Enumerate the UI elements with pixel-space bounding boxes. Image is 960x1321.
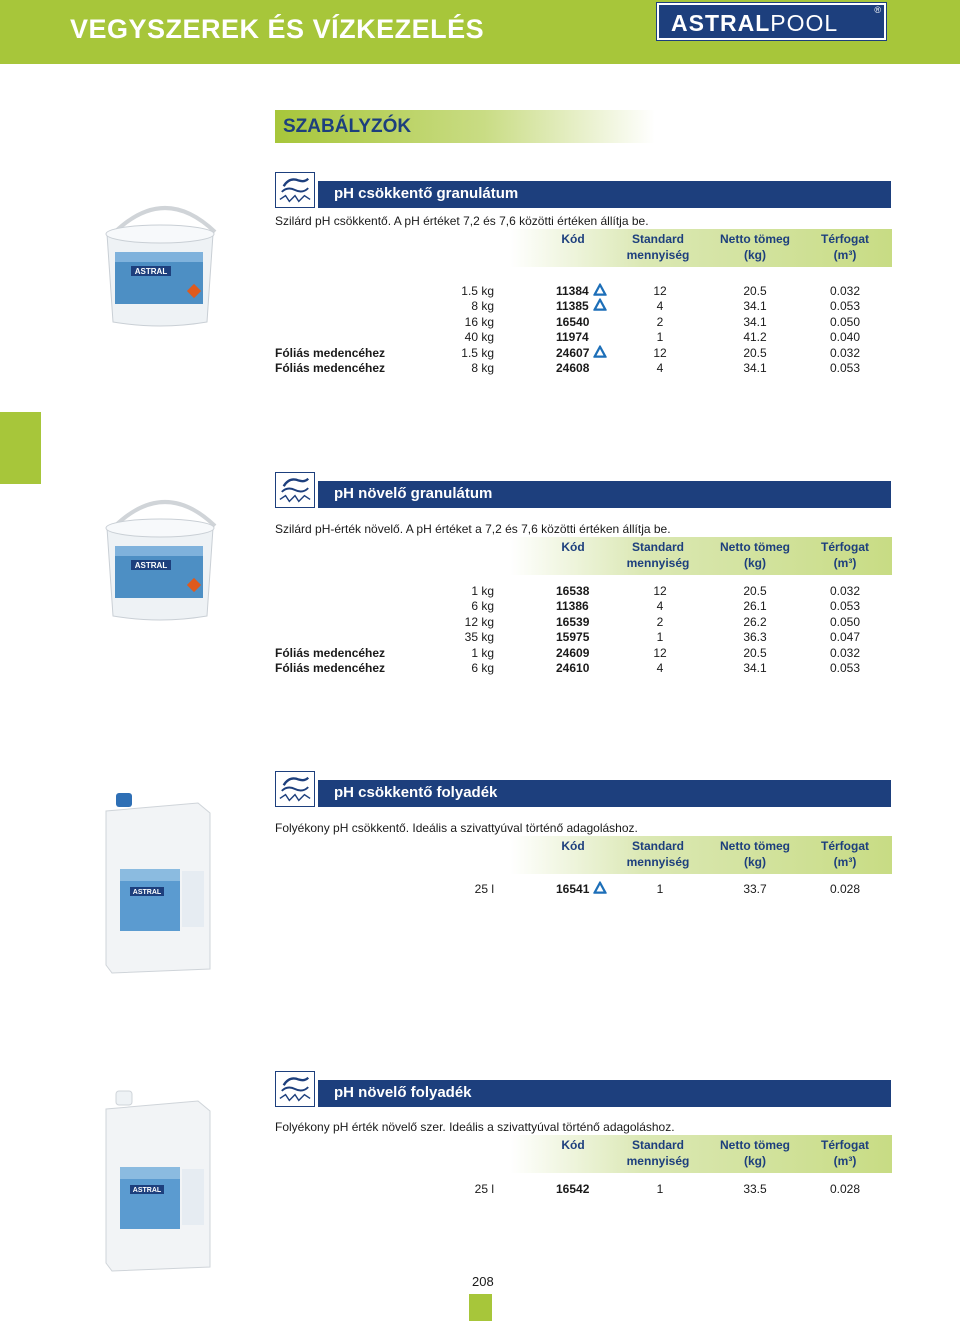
row-net-weight: 20.5 [743, 645, 767, 660]
table-row [0, 284, 960, 299]
col-std-line1: Standard [631, 1138, 684, 1152]
product-title-bar [318, 780, 891, 807]
col-net [710, 838, 800, 870]
table-header [510, 836, 892, 874]
col-vol-line2: (m³) [833, 556, 857, 570]
product-title: pH növelő folyadék [334, 1084, 472, 1101]
hazard-icon [593, 881, 607, 898]
col-code: Kód [561, 839, 585, 853]
col-std [620, 539, 696, 571]
col-vol-line2: (m³) [833, 855, 857, 869]
row-code: 24608 [556, 361, 590, 375]
row-label: Fóliás medencéhez [275, 345, 386, 360]
row-net-weight: 41.2 [743, 330, 767, 345]
row-net-weight: 34.1 [743, 661, 767, 675]
col-net-line2: (kg) [744, 248, 766, 262]
row-size: 1.5 kg [461, 284, 494, 298]
row-code: 11384 [556, 284, 589, 298]
col-std [620, 1137, 696, 1169]
col-net [710, 231, 800, 263]
row-standard-qty: 12 [653, 584, 667, 598]
row-size: 8 kg [471, 299, 494, 314]
table-row [0, 299, 960, 314]
row-standard-qty: 2 [656, 614, 664, 629]
row-size: 12 kg [464, 614, 494, 629]
row-volume: 0.032 [829, 345, 861, 360]
col-net [710, 1137, 800, 1169]
table-row [0, 346, 960, 361]
row-standard-qty: 1 [656, 630, 664, 645]
row-volume: 0.028 [829, 1182, 861, 1196]
table-row [0, 646, 960, 661]
product-description: Folyékony pH csökkentő. Ideális a szivattyúval történő adagoláshoz. [275, 821, 638, 835]
row-net-weight: 34.1 [743, 299, 767, 314]
page-number: 208 [472, 1274, 494, 1289]
col-vol-line1: Térfogat [821, 1138, 869, 1152]
astralpool-logo [657, 3, 886, 40]
canister-brand-label: ASTRAL [132, 1187, 162, 1194]
table-row [0, 630, 960, 645]
row-standard-qty: 12 [653, 645, 667, 660]
col-std [620, 231, 696, 263]
row-code: 24609 [556, 645, 590, 660]
row-volume: 0.050 [829, 614, 861, 629]
registered-mark: ® [874, 5, 881, 15]
product-title: pH csökkentő folyadék [334, 784, 498, 801]
col-net-line1: Netto tömeg [720, 839, 790, 853]
table-row [0, 615, 960, 630]
row-code: 16540 [556, 314, 590, 329]
col-net-line2: (kg) [744, 1154, 766, 1168]
product-title-bar [318, 481, 891, 508]
page-header [0, 0, 960, 64]
pool-water-icon [275, 172, 315, 208]
col-vol-line1: Térfogat [821, 232, 869, 246]
hazard-icon [593, 298, 607, 315]
row-net-weight: 26.1 [743, 599, 767, 614]
col-std-line1: Standard [631, 540, 684, 554]
canister-brand-label: ASTRAL [132, 889, 162, 896]
col-code: Kód [561, 1138, 585, 1152]
row-standard-qty: 4 [656, 599, 664, 614]
row-code: 16542 [556, 1182, 590, 1196]
section-title: SZABÁLYZÓK [283, 116, 412, 137]
row-label: Fóliás medencéhez [275, 661, 386, 675]
col-net [710, 539, 800, 571]
row-volume: 0.032 [829, 645, 861, 660]
row-standard-qty: 12 [653, 345, 667, 360]
col-vol [808, 838, 882, 870]
table-row [0, 330, 960, 345]
col-vol-line2: (m³) [833, 1154, 857, 1168]
bucket-brand-label: ASTRAL [134, 561, 168, 570]
col-net-line1: Netto tömeg [720, 540, 790, 554]
row-volume: 0.053 [829, 361, 861, 375]
row-volume: 0.028 [829, 882, 861, 896]
table-row [0, 882, 960, 897]
row-code: 16541 [556, 882, 590, 896]
table-row [0, 661, 960, 676]
col-vol [808, 1137, 882, 1169]
hazard-icon [593, 345, 607, 362]
row-size: 6 kg [471, 599, 494, 614]
row-code: 24610 [556, 661, 590, 675]
col-std-line1: Standard [631, 232, 684, 246]
brand-bold: ASTRAL [671, 10, 771, 36]
row-code: 16539 [556, 614, 590, 629]
row-code: 15975 [556, 630, 590, 645]
col-std-line1: Standard [631, 839, 684, 853]
row-code: 11974 [556, 330, 589, 345]
row-volume: 0.053 [829, 661, 861, 675]
row-code: 11385 [556, 299, 589, 314]
row-volume: 0.040 [829, 330, 861, 345]
product-title: pH csökkentő granulátum [334, 185, 519, 202]
col-net-line1: Netto tömeg [720, 1138, 790, 1152]
side-tab [0, 412, 41, 484]
col-net-line2: (kg) [744, 855, 766, 869]
col-vol-line1: Térfogat [821, 540, 869, 554]
col-vol-line1: Térfogat [821, 839, 869, 853]
col-std [620, 838, 696, 870]
row-standard-qty: 4 [656, 299, 664, 314]
pool-water-icon [275, 472, 315, 508]
row-size: 25 l [474, 1182, 494, 1196]
table-row [0, 1182, 960, 1197]
product-title-bar [318, 1080, 891, 1107]
chapter-title: VEGYSZEREK ÉS VÍZKEZELÉS [70, 14, 485, 44]
row-net-weight: 20.5 [743, 284, 767, 298]
row-volume: 0.032 [829, 284, 861, 298]
row-standard-qty: 4 [656, 361, 664, 375]
col-vol [808, 539, 882, 571]
row-volume: 0.053 [829, 299, 861, 314]
row-size: 16 kg [464, 314, 494, 329]
row-net-weight: 33.5 [743, 1182, 767, 1196]
row-net-weight: 33.7 [743, 882, 767, 896]
col-vol [808, 231, 882, 263]
row-net-weight: 20.5 [743, 584, 767, 598]
row-size: 8 kg [471, 361, 494, 375]
product-title-bar [318, 181, 891, 208]
row-size: 6 kg [471, 661, 494, 675]
bucket-brand-label: ASTRAL [134, 267, 168, 276]
row-size: 40 kg [464, 330, 494, 345]
table-row [0, 315, 960, 330]
row-label: Fóliás medencéhez [275, 645, 386, 660]
row-volume: 0.053 [829, 599, 861, 614]
row-volume: 0.032 [829, 584, 861, 598]
row-standard-qty: 12 [653, 284, 667, 298]
col-code: Kód [561, 232, 585, 246]
row-net-weight: 20.5 [743, 345, 767, 360]
col-std-line2: mennyiség [626, 556, 690, 570]
col-std-line2: mennyiség [626, 855, 690, 869]
table-row [0, 361, 960, 376]
row-code: 24607 [556, 345, 590, 360]
row-size: 25 l [474, 882, 494, 896]
table-header [510, 1135, 892, 1173]
table-row [0, 599, 960, 614]
product-title: pH növelő granulátum [334, 485, 493, 502]
col-net-line1: Netto tömeg [720, 232, 790, 246]
product-description: Szilárd pH-érték növelő. A pH értéket a 7,2 és 7,6 közötti értéken állítja be. [275, 522, 671, 536]
col-vol-line2: (m³) [833, 248, 857, 262]
row-label: Fóliás medencéhez [275, 361, 386, 375]
row-standard-qty: 2 [656, 314, 664, 329]
product-description: Szilárd pH csökkentő. A pH értéket 7,2 és 7,6 közötti értéken állítja be. [275, 214, 649, 228]
row-net-weight: 34.1 [743, 314, 767, 329]
col-std-line2: mennyiség [626, 1154, 690, 1168]
row-volume: 0.047 [829, 630, 861, 645]
product-description: Folyékony pH érték növelő szer. Ideális a szivattyúval történő adagoláshoz. [275, 1120, 675, 1134]
pool-water-icon [275, 771, 315, 807]
brand-light: POOL [770, 10, 839, 36]
row-net-weight: 34.1 [743, 361, 767, 375]
table-header [510, 537, 892, 575]
row-net-weight: 36.3 [743, 630, 767, 645]
row-code: 11386 [556, 599, 589, 614]
row-size: 35 kg [464, 630, 494, 645]
page-tab [469, 1294, 492, 1321]
table-row [0, 584, 960, 599]
col-net-line2: (kg) [744, 556, 766, 570]
row-standard-qty: 1 [656, 1182, 664, 1196]
col-std-line2: mennyiség [626, 248, 690, 262]
table-header [510, 229, 892, 267]
pool-water-icon [275, 1071, 315, 1107]
row-size: 1.5 kg [461, 345, 494, 360]
row-size: 1 kg [471, 584, 494, 598]
row-standard-qty: 1 [656, 330, 664, 345]
row-standard-qty: 4 [656, 661, 664, 675]
row-volume: 0.050 [829, 314, 861, 329]
row-size: 1 kg [471, 645, 494, 660]
section-heading [275, 110, 655, 143]
col-code: Kód [561, 540, 585, 554]
row-standard-qty: 1 [656, 882, 664, 896]
row-code: 16538 [556, 584, 590, 598]
row-net-weight: 26.2 [743, 614, 767, 629]
